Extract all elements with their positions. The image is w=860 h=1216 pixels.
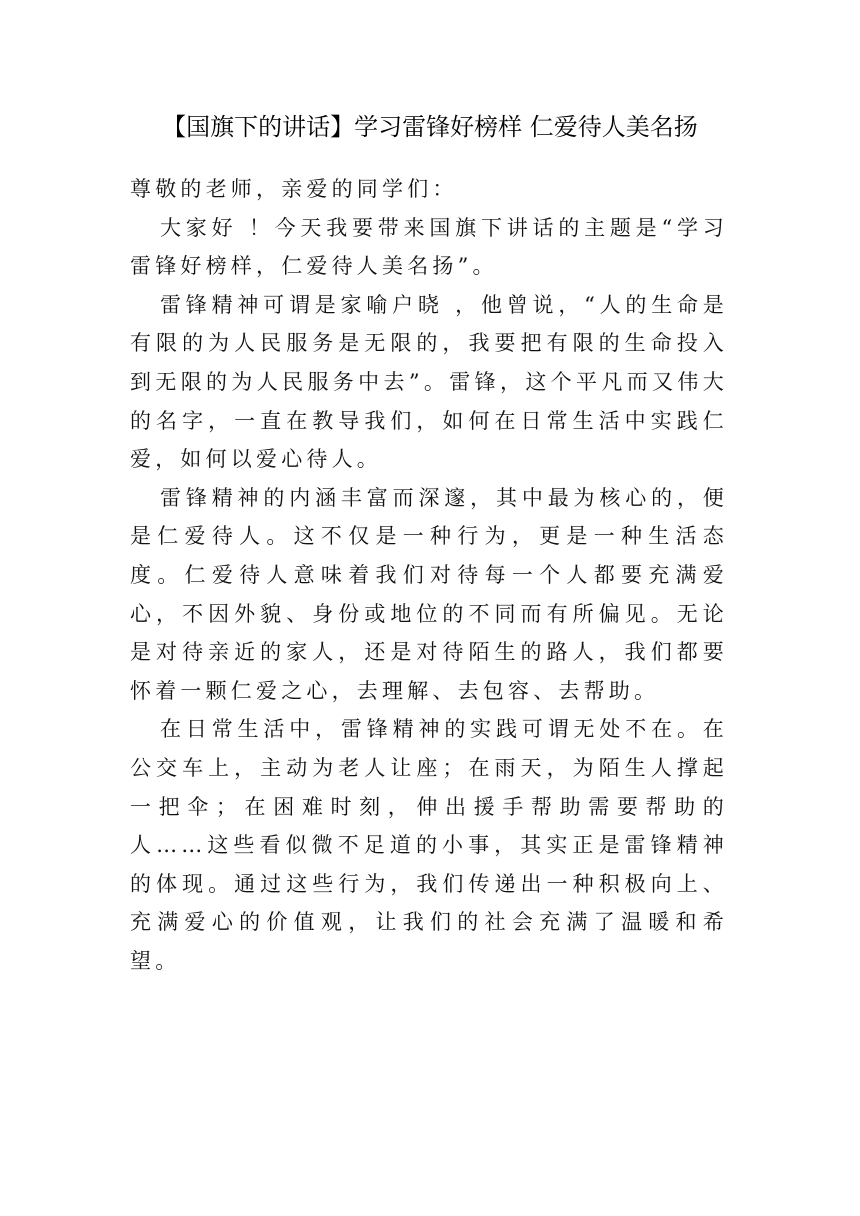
salutation: 尊敬的老师，亲爱的同学们： [130,177,458,201]
document-body [130,170,728,980]
paragraph-daily-practice: 在日常生活中，雷锋精神的实践可谓无处不在。在公交车上，主动为老人让座；在雨天，为陌生人撑起一把伞；在困难时刻，伸出援手帮助需要帮助的人……这些看似微不足道的小事，其实正是雷锋精神的体现。通过这些行为，我们传递出一种积极向上、充满爱心的价值观，让我们的社会充满了温暖和希望。 [130,717,728,973]
paragraph-greeting: 大家好 ！今天我要带来国旗下讲话的主题是“学习雷锋好榜样，仁爱待人美名扬”。 [130,215,728,279]
paragraph-spirit-meaning: 雷锋精神的内涵丰富而深邃，其中最为核心的，便是仁爱待人。这不仅是一种行为，更是一种生活态度。仁爱待人意味着我们对待每一个人都要充满爱心，不因外貌、身份或地位的不同而有所偏见。无论是对待亲近的家人，还是对待陌生的路人，我们都要怀着一颗仁爱之心，去理解、去包容、去帮助。 [130,485,728,703]
document-title: 【国旗下的讲话】学习雷锋好榜样 仁爱待人美名扬 [162,113,698,141]
paragraph-lei-feng-intro: 雷锋精神可谓是家喻户晓 ，他曾说，“人的生命是有限的为人民服务是无限的，我要把有限的生命投入到无限的为人民服务中去”。雷锋，这个平凡而又伟大的名字，一直在教导我们，如何在日常生活中实践仁爱，如何以爱心待人。 [130,292,728,472]
